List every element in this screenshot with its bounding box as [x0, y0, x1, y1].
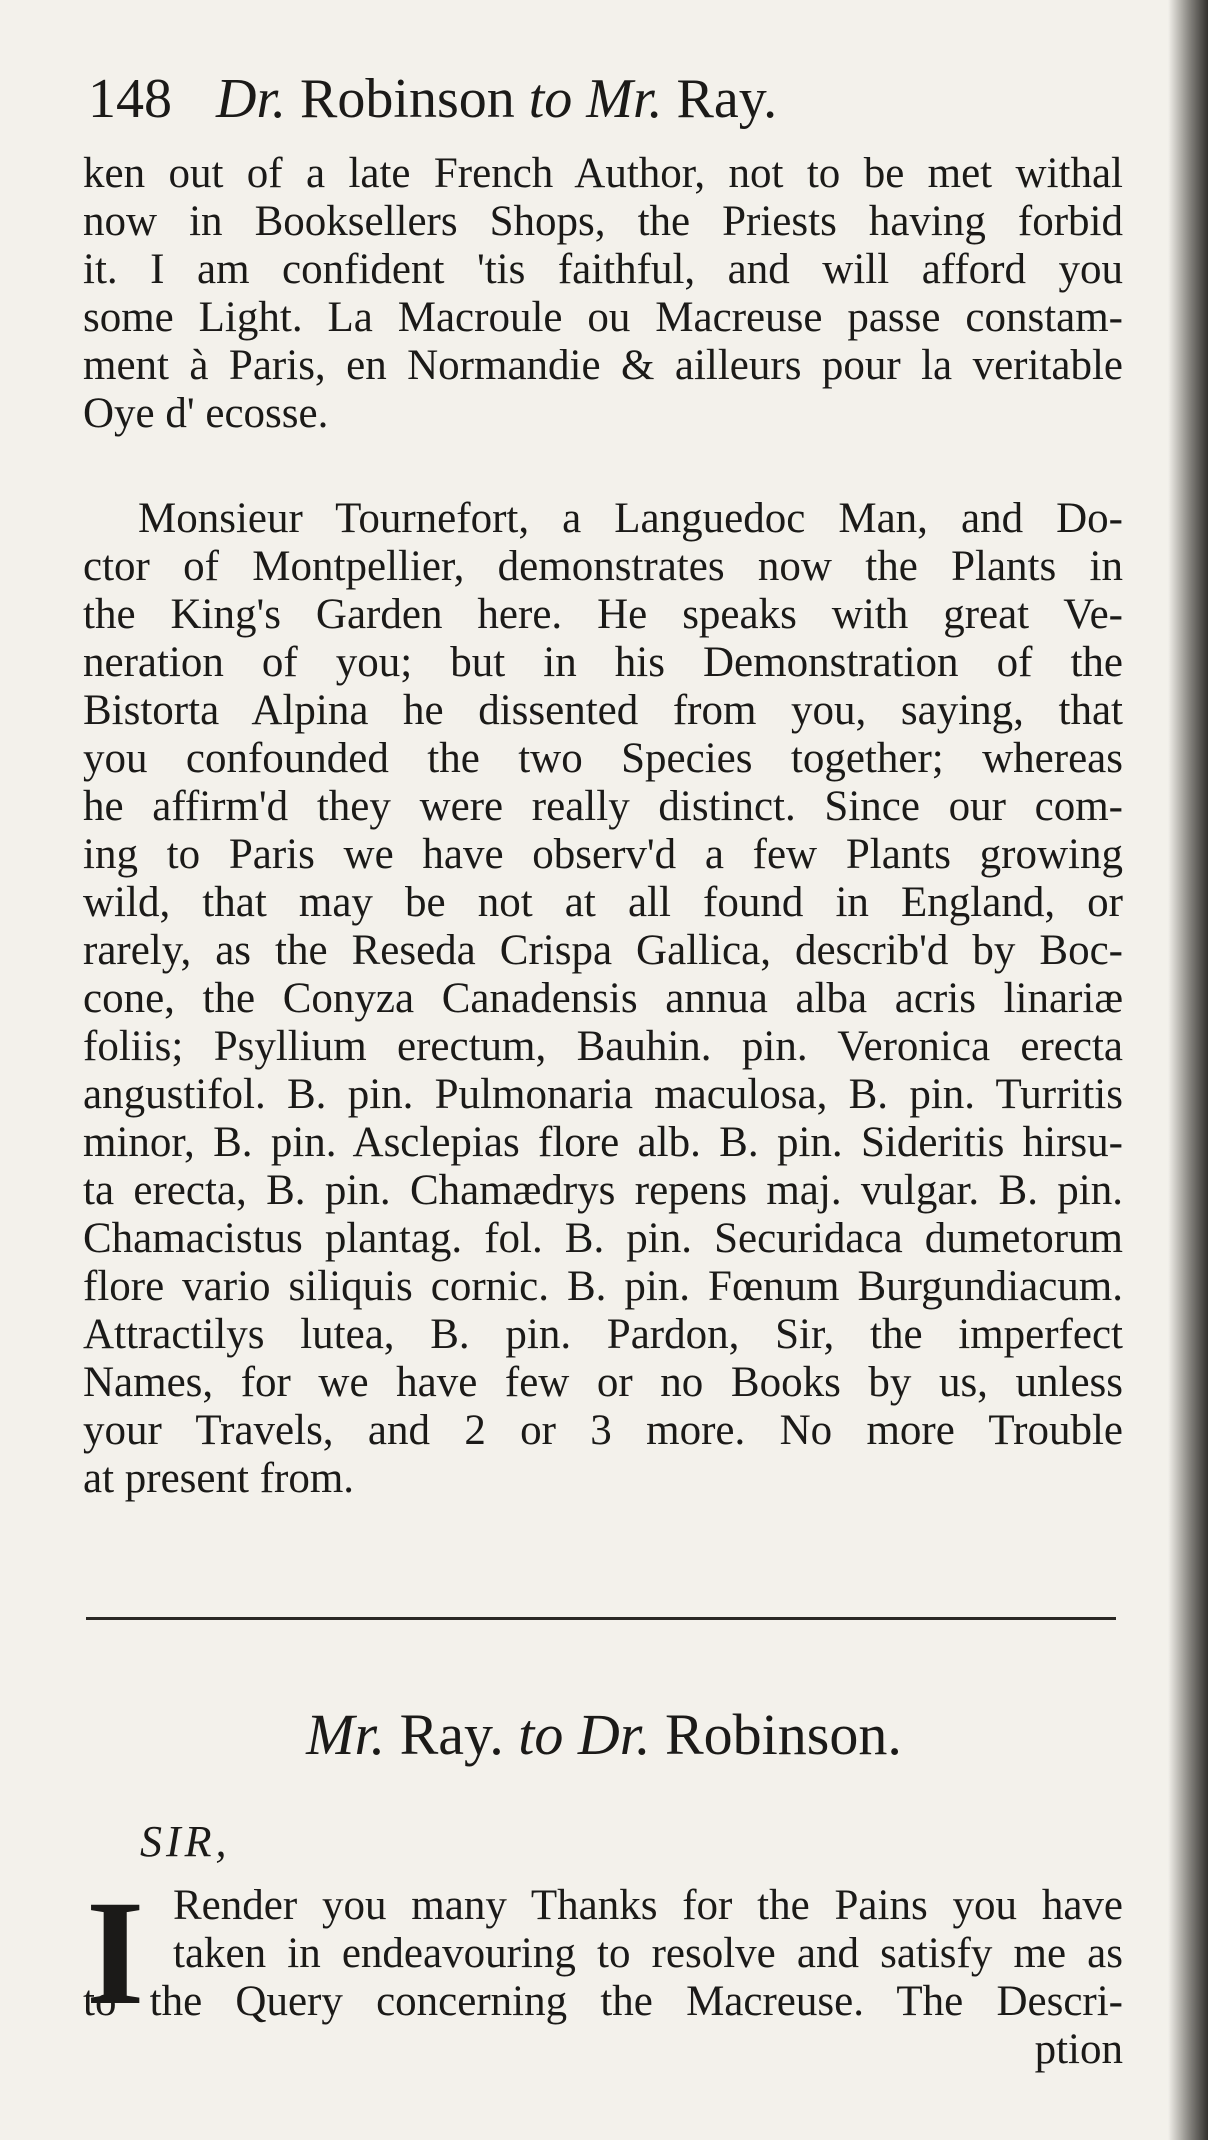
letter-from-name: Ray.	[399, 1702, 504, 1767]
paragraph-1	[83, 150, 1123, 438]
text-line: Chamacistus plantag. fol. B. pin. Securidaca dumetorum	[83, 1215, 1123, 1262]
text-line: wild, that may be not at all found in England, or	[83, 879, 1123, 926]
text-line: ctor of Montpellier, demonstrates now the Plants in	[83, 543, 1123, 590]
text-line: Oye d' ecosse.	[83, 390, 329, 437]
text-line: at present from.	[83, 1455, 355, 1502]
text-line: you confounded the two Species together; whereas	[83, 735, 1123, 782]
text-line: rarely, as the Reseda Crispa Gallica, describ'd by Boc-	[83, 927, 1123, 974]
letter-body	[83, 1882, 1123, 2074]
running-header	[88, 64, 1128, 134]
text-line: Bistorta Alpina he dissented from you, saying, that	[83, 687, 1123, 734]
letter-to-name: Robinson.	[664, 1702, 902, 1767]
text-line: Attractilys lutea, B. pin. Pardon, Sir, the imperfect	[83, 1311, 1123, 1358]
text-line: ment à Paris, en Normandie & ailleurs pour la veritable	[83, 342, 1123, 389]
page-number: 148	[88, 68, 172, 130]
text-line: neration of you; but in his Demonstration of the	[83, 639, 1123, 686]
letter-to-prefix: Dr.	[577, 1702, 651, 1767]
salutation: SIR,	[140, 1817, 231, 1866]
header-title-to: to	[528, 68, 573, 130]
text-line: ken out of a late French Author, not to be met withal	[83, 150, 1123, 197]
text-line: it. I am confident 'tis faithful, and will afford you	[83, 246, 1123, 293]
text-line: angustifol. B. pin. Pulmonaria maculosa, B. pin. Turritis	[83, 1071, 1123, 1118]
text-line: ption	[1034, 2026, 1123, 2073]
paragraph-2	[83, 495, 1123, 1503]
header-recipient: Ray.	[676, 68, 778, 130]
text-line: now in Booksellers Shops, the Priests having forbid	[83, 198, 1123, 245]
text-line: the King's Garden here. He speaks with great Ve-	[83, 591, 1123, 638]
text-line: flore vario siliquis cornic. B. pin. Fœnum Burgundiacum.	[83, 1263, 1123, 1310]
header-title-name: Robinson	[300, 68, 515, 130]
text-line: cone, the Conyza Canadensis annua alba acris linariæ	[83, 975, 1123, 1022]
text-line: ing to Paris we have observ'd a few Plants growing	[83, 831, 1123, 878]
text-line: Render you many Thanks for the Pains you have	[173, 1882, 1123, 1929]
letter-to: to	[518, 1702, 564, 1767]
drop-cap: I	[86, 1870, 145, 2036]
text-line: minor, B. pin. Asclepias flore alb. B. pin. Sideritis hirsu-	[83, 1119, 1123, 1166]
text-line: your Travels, and 2 or 3 more. No more Trouble	[83, 1407, 1123, 1454]
text-line: some Light. La Macroule ou Macreuse passe constam-	[83, 294, 1123, 341]
text-line: he affirm'd they were really distinct. Since our com-	[83, 783, 1123, 830]
section-divider	[86, 1617, 1116, 1620]
letter-heading	[0, 1700, 1208, 1770]
text-line: taken in endeavouring to resolve and satisfy me as	[173, 1930, 1123, 1977]
text-line: Names, for we have few or no Books by us, unless	[83, 1359, 1123, 1406]
header-title-prefix: Dr.	[216, 68, 287, 130]
text-line: ta erecta, B. pin. Chamædrys repens maj. vulgar. B. pin.	[83, 1167, 1123, 1214]
letter-from-prefix: Mr.	[306, 1702, 386, 1767]
text-line: to the Query concerning the Macreuse. The Descri-	[83, 1978, 1123, 2025]
text-line: foliis; Psyllium erectum, Bauhin. pin. Veronica erecta	[83, 1023, 1123, 1070]
header-recipient-prefix: Mr.	[586, 68, 663, 130]
text-line: Monsieur Tournefort, a Languedoc Man, and Do-	[138, 495, 1123, 542]
